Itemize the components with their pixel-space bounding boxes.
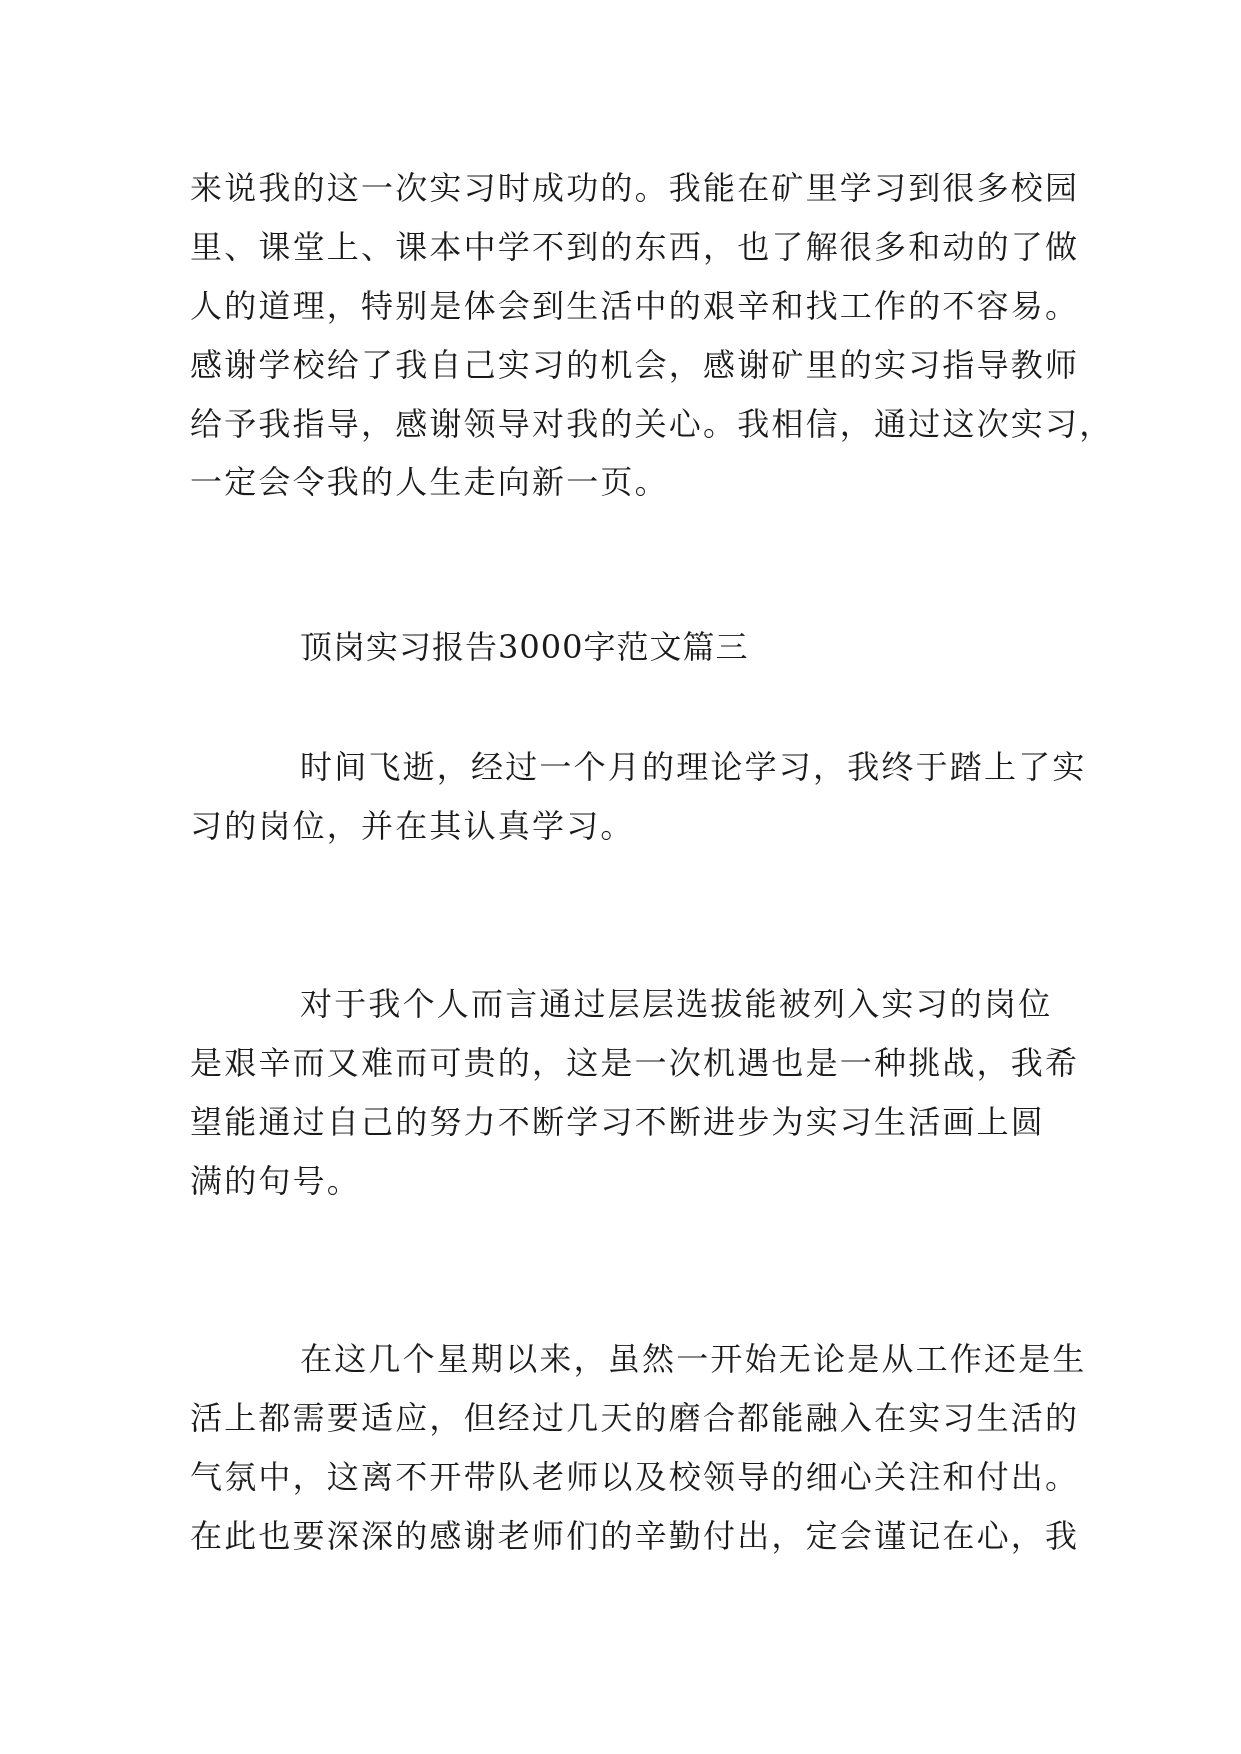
body-text-line: 满的句号。 xyxy=(190,1162,362,1200)
body-text-line: 感谢学校给了我自己实习的机会，感谢矿里的实习指导教师 xyxy=(190,346,1080,384)
body-text-line: 里、课堂上、课本中学不到的东西，也了解很多和动的了做 xyxy=(190,228,1080,266)
body-text-line: 气氛中，这离不开带队老师以及校领导的细心关注和付出。 xyxy=(190,1458,1080,1496)
body-text-line: 一定会令我的人生走向新一页。 xyxy=(190,463,669,501)
body-text-line: 在此也要深深的感谢老师们的辛勤付出，定会谨记在心，我 xyxy=(190,1517,1080,1555)
body-text-line: 时间飞逝，经过一个月的理论学习，我终于踏上了实 xyxy=(300,748,1087,786)
body-text-line: 望能通过自己的努力不断学习不断进步为实习生活画上圆 xyxy=(190,1103,1046,1141)
body-text-line: 活上都需要适应，但经过几天的磨合都能融入在实习生活的 xyxy=(190,1399,1080,1437)
body-text-line: 在这几个星期以来，虽然一开始无论是从工作还是生 xyxy=(300,1340,1087,1378)
section-heading: 顶岗实习报告3000字范文篇三 xyxy=(300,628,749,666)
body-text-line: 来说我的这一次实习时成功的。我能在矿里学习到很多校园 xyxy=(190,169,1080,207)
body-text-line: 对于我个人而言通过层层选拔能被列入实习的岗位 xyxy=(300,985,1053,1023)
body-text-line: 习的岗位，并在其认真学习。 xyxy=(190,807,635,845)
body-text-line: 人的道理，特别是体会到生活中的艰辛和找工作的不容易。 xyxy=(190,287,1080,325)
body-text-line: 给予我指导，感谢领导对我的关心。我相信，通过这次实习， xyxy=(190,405,1114,443)
body-text-line: 是艰辛而又难而可贵的，这是一次机遇也是一种挑战，我希 xyxy=(190,1044,1080,1082)
